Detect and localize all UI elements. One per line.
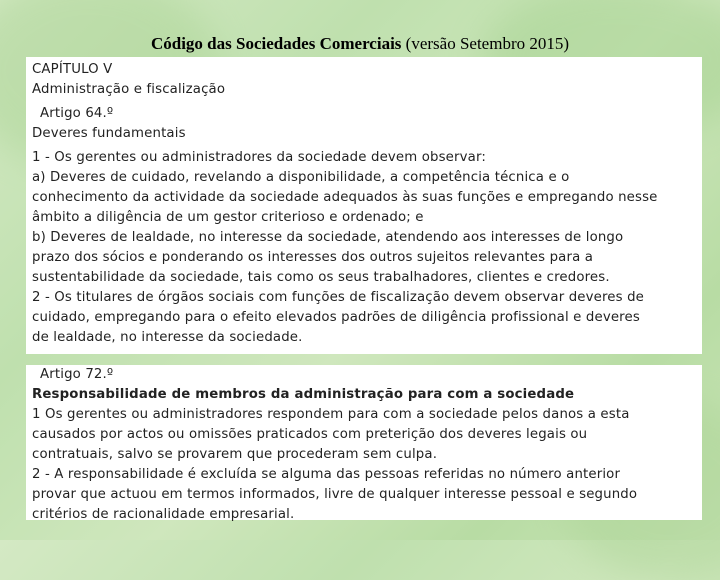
article-text-line: contratuais, salvo se provarem que procederam sem culpa. [32,447,438,462]
article-64-panel [26,57,702,354]
article-text-line: 1 - Os gerentes ou administradores da sociedade devem observar: [32,150,486,165]
article-number: Artigo 64.º [40,106,114,121]
chapter-title: Administração e fiscalização [32,82,226,97]
article-text-line: sustentabilidade da sociedade, tais como os seus trabalhadores, clientes e credores. [32,270,610,285]
title-subtitle: (versão Setembro 2015) [405,34,570,53]
article-text-line: a) Deveres de cuidado, revelando a disponibilidade, a competência técnica e o [32,170,570,185]
page-title [0,34,720,54]
article-text-line: 1 Os gerentes ou administradores respondem para com a sociedade pelos danos a esta [32,407,630,422]
article-text-line: prazo dos sócios e ponderando os interesses dos outros sujeitos relevantes para a [32,250,594,265]
article-text-line: conhecimento da actividade da sociedade adequados às suas funções e empregando nesse [32,190,658,205]
article-heading: Responsabilidade de membros da administração para com a sociedade [32,387,575,402]
article-text-line: b) Deveres de lealdade, no interesse da sociedade, atendendo aos interesses de longo [32,230,624,245]
article-text-line: âmbito a diligência de um gestor criterioso e ordenado; e [32,210,424,225]
chapter-label: CAPÍTULO V [32,62,113,77]
article-text-line: 2 - Os titulares de órgãos sociais com funções de fiscalização devem observar deveres de [32,290,644,305]
article-text-line: de lealdade, no interesse da sociedade. [32,330,303,345]
title-main: Código das Sociedades Comerciais [150,34,402,53]
article-72-panel [26,365,702,520]
article-text-line: causados por actos ou omissões praticados com preterição dos deveres legais ou [32,427,588,442]
article-number: Artigo 72.º [40,367,114,382]
article-text-line: provar que actuou em termos informados, livre de qualquer interesse pessoal e segundo [32,487,638,502]
article-text-line: critérios de racionalidade empresarial. [32,507,295,522]
article-text-line: 2 - A responsabilidade é excluída se alguma das pessoas referidas no número anterior [32,467,621,482]
article-heading: Deveres fundamentais [32,126,186,141]
article-text-line: cuidado, empregando para o efeito elevados padrões de diligência profissional e deveres [32,310,640,325]
